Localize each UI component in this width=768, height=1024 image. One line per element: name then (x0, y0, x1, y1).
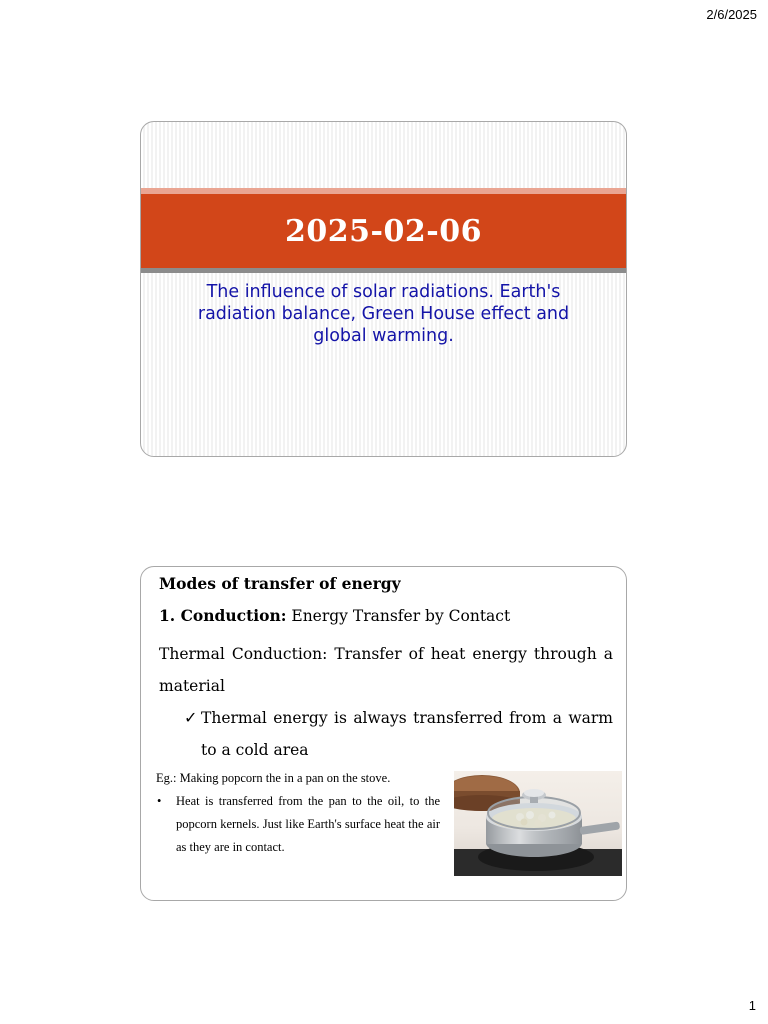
thermal-definition: Thermal Conduction: Transfer of heat energy through a material (159, 645, 613, 695)
slide-2 (140, 566, 627, 901)
check-point (184, 702, 613, 766)
page-number: 1 (748, 998, 756, 1013)
example-block (156, 767, 440, 859)
title-band (141, 194, 626, 268)
subtitle-line: global warming. (313, 326, 454, 346)
bullet-text: Heat is transferred from the pan to the oil, to the popcorn kernels. Just like Earth's surface heat the air as they are in contact. (176, 794, 440, 854)
popcorn-pan-illustration (454, 771, 622, 876)
example-text: Eg.: Making popcorn the in a pan on the stove. (156, 771, 391, 785)
slide-subtitle (171, 281, 596, 347)
title-band-shadow (141, 268, 626, 273)
subtitle-line: The influence of solar radiations. Earth's (206, 282, 561, 302)
slide-heading: Modes of transfer of energy (159, 574, 401, 593)
bullet-icon: • (157, 794, 162, 808)
bullet-item (156, 790, 440, 859)
subtitle-line: radiation balance, Green House effect and (197, 304, 570, 324)
check-text: Thermal energy is always transferred from a warm to a cold area (201, 709, 613, 759)
slide-title: 2025-02-06 (285, 213, 482, 249)
checkmark-icon: ✓ (184, 708, 198, 727)
conduction-line (159, 606, 613, 625)
popcorn-pan-photo (454, 771, 622, 876)
slide-1 (140, 121, 627, 457)
conduction-label: 1. Conduction: (159, 606, 287, 625)
page-date: 2/6/2025 (706, 7, 757, 22)
conduction-text: Energy Transfer by Contact (286, 607, 511, 625)
